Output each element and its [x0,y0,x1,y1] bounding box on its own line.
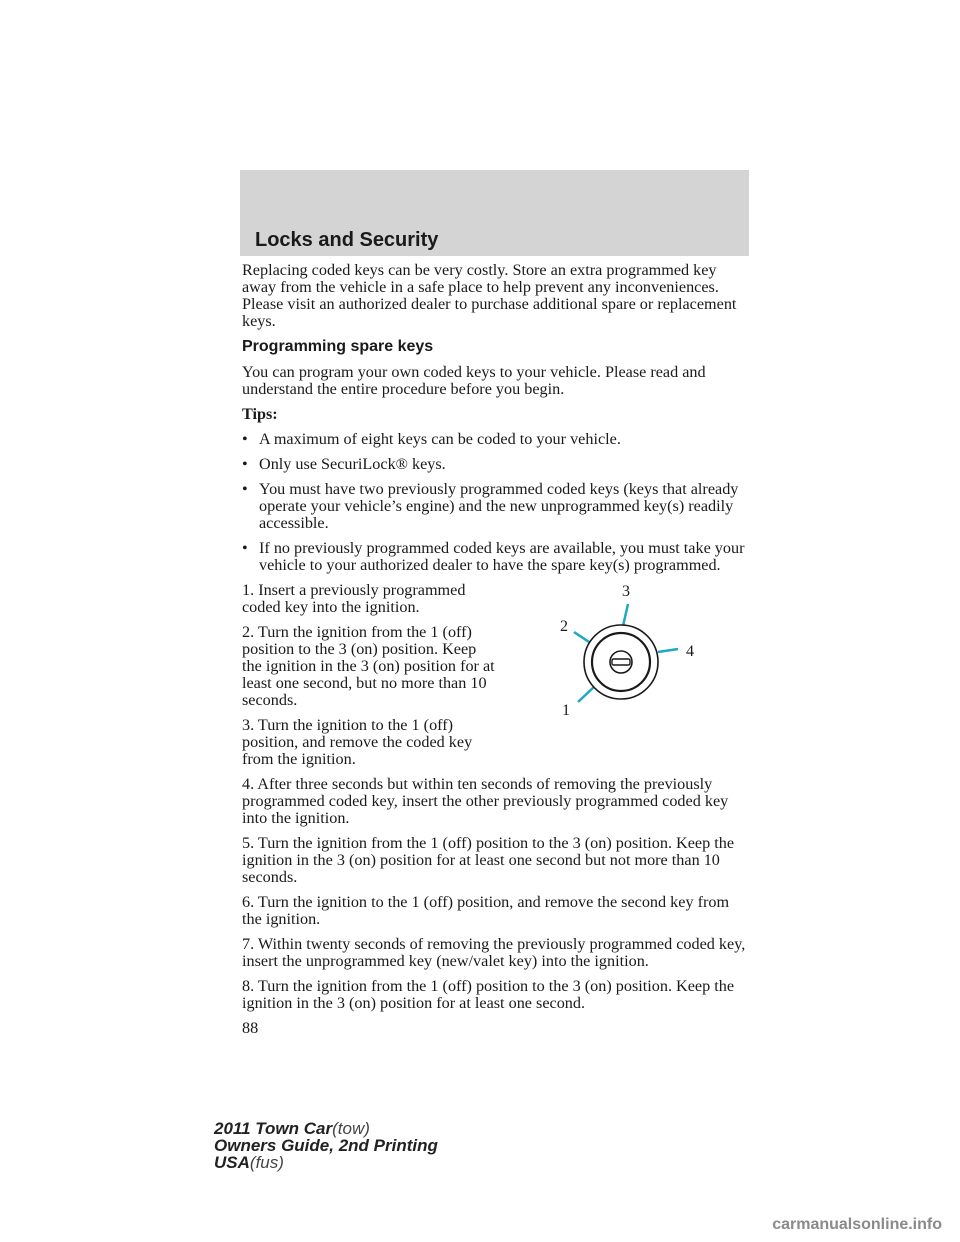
section-title: Locks and Security [255,229,439,251]
step-4: 4. After three seconds but within ten seconds of removing the previously programmed coded key, insert the other previously programmed coded key into the ignition. [242,775,729,827]
position-label-4: 4 [686,643,694,660]
step-8: 8. Turn the ignition from the 1 (off) position to the 3 (on) position. Keep the ignition in the 3 (on) position for at least one second. [242,977,735,1012]
list-item [242,540,752,574]
position-label-1: 1 [562,702,570,719]
step-6: 6. Turn the ignition to the 1 (off) position, and remove the second key from the ignition. [242,893,730,928]
line-position-3 [623,604,628,626]
programming-lead: You can program your own coded keys to your vehicle. Please read and understand the entire procedure before you begin. [242,363,706,398]
list-item [242,431,752,448]
line-position-4 [658,649,678,652]
step-3: 3. Turn the ignition to the 1 (off) position, and remove the coded key from the ignition. [242,716,473,768]
footer-line-market [214,1154,438,1171]
section-header-band [240,170,749,256]
tips-label: Tips: [242,405,278,423]
bullet-glyph: • [242,430,248,448]
intro-paragraph: Replacing coded keys can be very costly. Store an extra programmed key away from the vehicle in a safe place to help prevent any inconveniences. Please visit an authorized dealer to purchase additional spare or replacement keys. [242,261,737,330]
bullet-glyph: • [242,455,248,473]
page-number: 88 [242,1019,259,1037]
bullet-glyph: • [242,539,248,557]
tip-text: A maximum of eight keys can be coded to your vehicle. [259,430,621,448]
step-5: 5. Turn the ignition from the 1 (off) position to the 3 (on) position. Keep the ignition in the 3 (on) position for at least one second but not more than 10 seconds. [242,834,735,886]
tip-text: If no previously programmed coded keys are available, you must take your vehicle to your authorized dealer to have the spare key(s) programmed. [259,539,745,574]
footer-market: USA [214,1153,250,1172]
step-1: 1. Insert a previously programmed coded key into the ignition. [242,581,466,616]
bullet-glyph: • [242,480,248,498]
footer-model-code: (tow) [332,1119,370,1138]
step-7: 7. Within twenty seconds of removing the previously programmed coded key, insert the unprogrammed key (new/valet key) into the ignition. [242,935,746,970]
list-item [242,456,752,473]
footer-model: 2011 Town Car [214,1119,333,1138]
line-position-1 [578,686,595,702]
step-2: 2. Turn the ignition from the 1 (off) position to the 3 (on) position. Keep the ignition in the 3 (on) position for at least one second, but no more than 10 seconds. [242,623,495,709]
ignition-position-diagram [540,572,720,722]
footer-line-model [214,1120,438,1137]
footer-guide: Owners Guide, 2nd Printing [214,1136,438,1155]
tip-text: You must have two previously programmed coded keys (keys that already operate your vehicle’s engine) and the new unprogrammed key(s) readily accessible. [259,480,739,532]
document-footer [214,1120,438,1171]
list-item [242,481,752,532]
watermark-text: carmanualsonline.info [772,1216,942,1233]
ignition-lock-icon [584,625,658,699]
footer-market-code: (fus) [249,1153,284,1172]
position-label-3: 3 [622,583,630,600]
position-label-2: 2 [560,618,568,635]
programming-heading: Programming spare keys [242,338,434,355]
tips-list [242,431,752,574]
tip-text: Only use SecuriLock® keys. [259,455,446,473]
